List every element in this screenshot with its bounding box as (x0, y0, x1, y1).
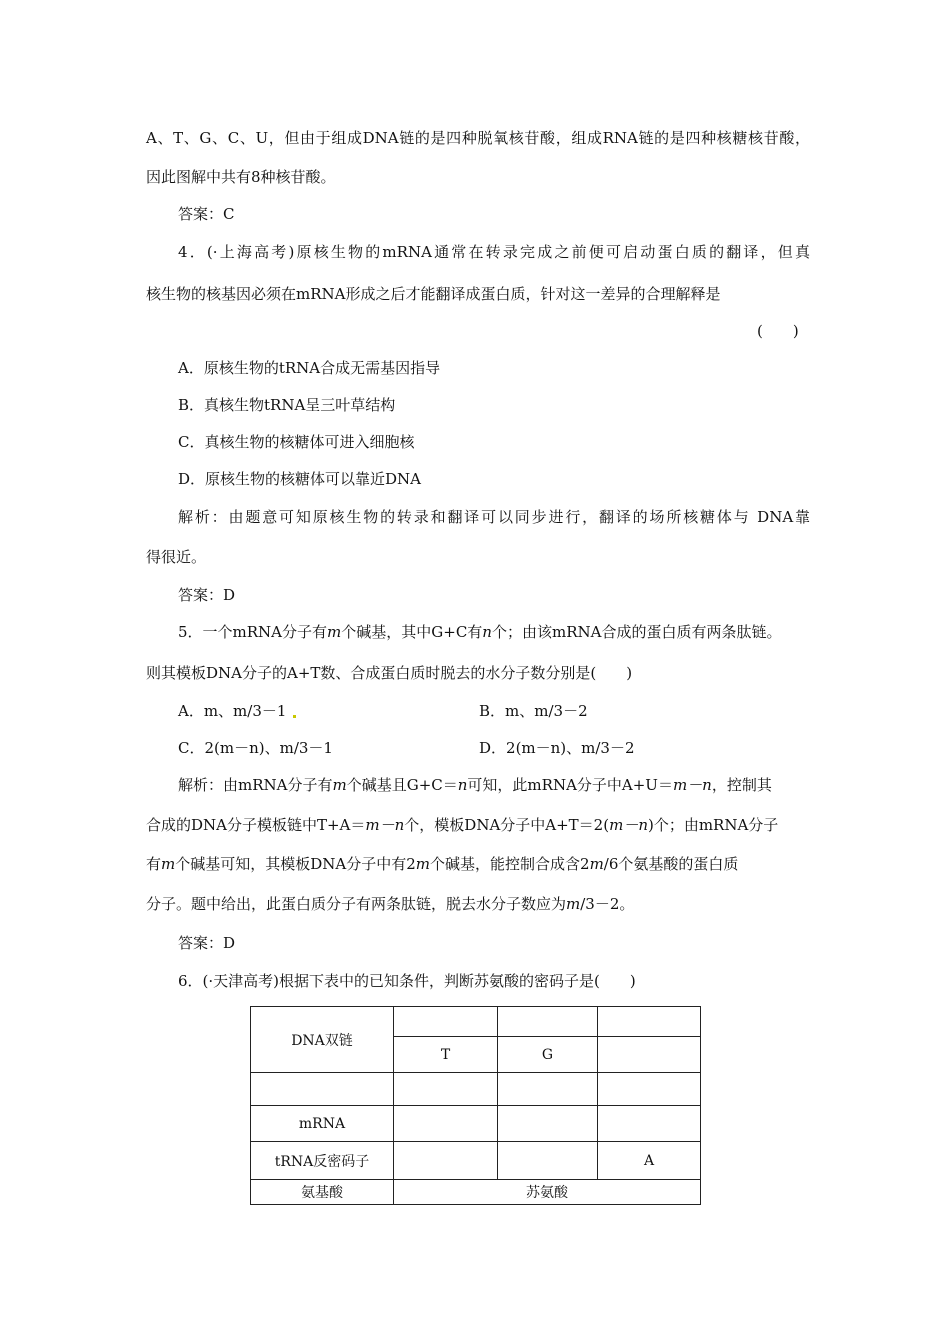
table-row (251, 1007, 701, 1037)
table-cell (394, 1106, 498, 1142)
amino-acid-value: 苏氨酸 (394, 1180, 701, 1205)
q6-stem: 6．(·天津高考)根据下表中的已知条件，判断苏氨酸的密码子是( ) (178, 972, 636, 990)
table-cell (598, 1106, 701, 1142)
table-row (251, 1142, 701, 1180)
table-cell (394, 1073, 498, 1106)
row-label-amino-acid: 氨基酸 (251, 1180, 394, 1205)
table-row (251, 1073, 701, 1106)
q5-stem: 5．一个mRNA分子有m个碱基，其中G+C有n个；由该mRNA合成的蛋白质有两条肽链。 (178, 623, 782, 641)
stray-mark (293, 715, 296, 718)
codon-table (250, 1006, 701, 1205)
row-label-dna: DNA双链 (251, 1007, 394, 1073)
table-row (251, 1106, 701, 1142)
table-cell (251, 1073, 394, 1106)
q5-stem: 则其模板DNA分子的A+T数、合成蛋白质时脱去的水分子数分别是( ) (146, 664, 633, 682)
q4-option-d: D．原核生物的核糖体可以靠近DNA (178, 470, 422, 488)
row-label-trna: tRNA反密码子 (251, 1142, 394, 1180)
q4-option-c: C．真核生物的核糖体可进入细胞核 (178, 433, 415, 451)
answer-line: 答案：C (178, 205, 235, 223)
table-cell (498, 1106, 598, 1142)
table-cell (498, 1007, 598, 1037)
q5-option-d: D．2(m－n)、m/3－2 (479, 739, 635, 757)
table-cell (498, 1073, 598, 1106)
q4-stem: 核生物的核基因必须在mRNA形成之后才能翻译成蛋白质，针对这一差异的合理解释是 (146, 285, 721, 303)
q5-explanation: 合成的DNA分子模板链中T+A＝m－n个，模板DNA分子中A+T＝2(m－n)个；由mRNA分子 (146, 816, 779, 834)
table-cell (498, 1142, 598, 1180)
q4-option-b: B．真核生物tRNA呈三叶草结构 (178, 396, 396, 414)
table-cell (598, 1073, 701, 1106)
table-cell (394, 1007, 498, 1037)
q5-explanation: 解析：由mRNA分子有m个碱基且G+C＝n可知，此mRNA分子中A+U＝m－n，控制其 (178, 776, 772, 794)
explanation-line: A、T、G、C、U，但由于组成DNA链的是四种脱氧核苷酸，组成RNA链的是四种核糖核苷酸， (146, 129, 810, 147)
q5-explanation: 有m个碱基可知，其模板DNA分子中有2m个碱基，能控制合成含2m/6个氨基酸的蛋白质 (146, 855, 739, 873)
table-cell (598, 1037, 701, 1073)
answer-paren: ( ) (757, 322, 799, 340)
answer-line: 答案：D (178, 586, 236, 604)
q5-explanation: 分子。题中给出，此蛋白质分子有两条肽链，脱去水分子数应为m/3－2。 (146, 895, 635, 913)
table-cell: T (394, 1037, 498, 1073)
q5-option-c: C．2(m－n)、m/3－1 (178, 739, 333, 757)
table-cell: G (498, 1037, 598, 1073)
q5-option-a: A．m、m/3－1 (178, 702, 287, 720)
answer-line: 答案：D (178, 934, 236, 952)
q4-explanation: 解析：由题意可知原核生物的转录和翻译可以同步进行，翻译的场所核糖体与 DNA靠 (178, 508, 810, 526)
q4-explanation: 得很近。 (146, 548, 207, 566)
row-label-mrna: mRNA (251, 1106, 394, 1142)
q4-stem: 4．(·上海高考)原核生物的mRNA通常在转录完成之前便可启动蛋白质的翻译，但真 (178, 243, 810, 261)
q4-option-a: A．原核生物的tRNA合成无需基因指导 (178, 359, 441, 377)
explanation-line: 因此图解中共有8种核苷酸。 (146, 168, 336, 186)
table-row (251, 1180, 701, 1205)
table-cell (598, 1007, 701, 1037)
table-cell (394, 1142, 498, 1180)
table-cell: A (598, 1142, 701, 1180)
q5-option-b: B．m、m/3－2 (479, 702, 588, 720)
